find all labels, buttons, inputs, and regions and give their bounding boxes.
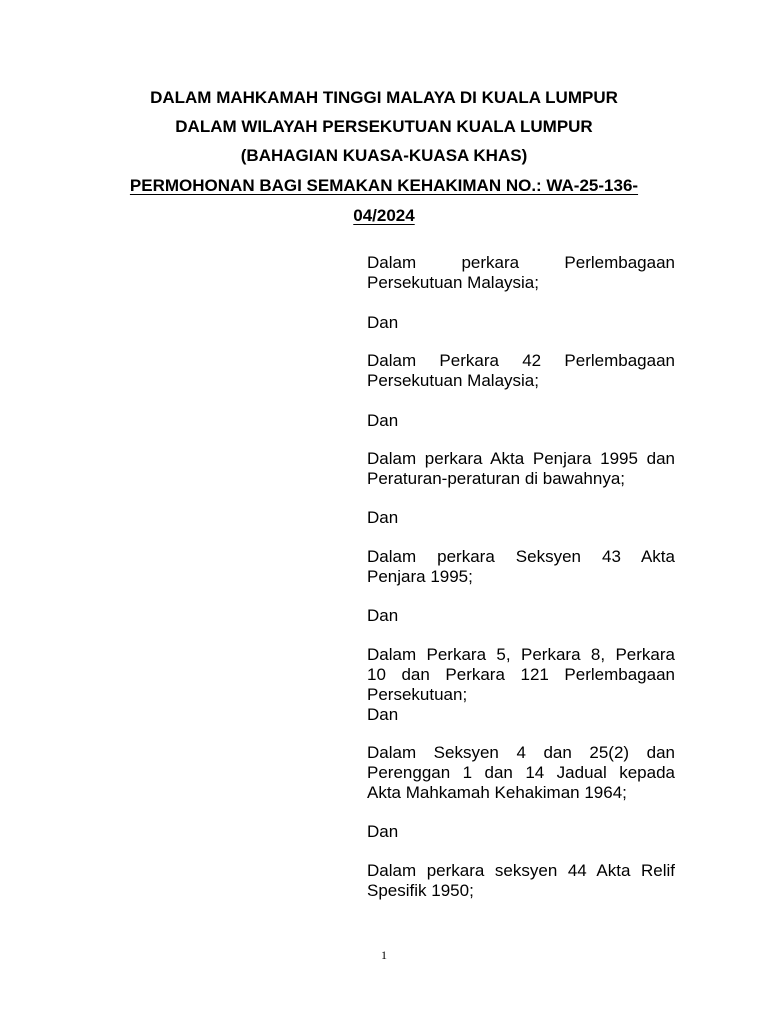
- conjunction-dan: [367, 822, 675, 842]
- conjunction-dan: [367, 606, 675, 626]
- matter-line: 10 dan Perkara 121 Perlembagaan: [367, 665, 675, 684]
- matter-section-43: [367, 547, 675, 587]
- matter-line: Dalam Seksyen 4 dan 25(2) dan: [367, 743, 675, 762]
- matter-prison-act: [367, 449, 675, 489]
- matter-specific-relief-act: [367, 861, 675, 901]
- conjunction-dan: [367, 508, 675, 528]
- court-title-line-1: DALAM MAHKAMAH TINGGI MALAYA DI KUALA LUMPUR: [150, 88, 618, 107]
- matter-line: Akta Mahkamah Kehakiman 1964;: [367, 783, 627, 802]
- matter-line: Dalam Perkara 42 Perlembagaan: [367, 351, 675, 370]
- matter-line: Dalam perkara Akta Penjara 1995 dan: [367, 449, 675, 468]
- conjunction-text: Dan: [367, 411, 399, 430]
- matter-line: Dalam perkara Perlembagaan: [367, 253, 675, 272]
- matter-line: Persekutuan Malaysia;: [367, 273, 539, 292]
- matter-constitution: [367, 253, 675, 293]
- conjunction-text: Dan: [367, 508, 399, 527]
- matter-courts-of-judicature-act: [367, 743, 675, 803]
- page-number: 1: [381, 948, 387, 962]
- conjunction-dan: [367, 313, 675, 333]
- matter-line: Persekutuan;: [367, 685, 468, 704]
- matter-articles-5-8-10-121: [367, 645, 675, 725]
- conjunction-text: Dan: [367, 705, 399, 724]
- court-title-line-3: (BAHAGIAN KUASA-KUASA KHAS): [240, 146, 528, 165]
- matter-line: Spesifik 1950;: [367, 881, 474, 900]
- conjunction-text: Dan: [367, 822, 399, 841]
- matter-line: Persekutuan Malaysia;: [367, 371, 539, 390]
- application-number-line-1: PERMOHONAN BAGI SEMAKAN KEHAKIMAN NO.: WA-25-136-: [129, 176, 639, 195]
- matter-line: Peraturan-peraturan di bawahnya;: [367, 469, 625, 488]
- conjunction-text: Dan: [367, 606, 399, 625]
- matter-line: Dalam perkara Seksyen 43 Akta: [367, 547, 675, 566]
- application-number-line-2: 04/2024: [353, 206, 415, 225]
- matter-line: Penjara 1995;: [367, 567, 473, 586]
- conjunction-dan: [367, 411, 675, 431]
- matter-line: Dalam perkara seksyen 44 Akta Relif: [367, 861, 675, 880]
- court-title-line-2: DALAM WILAYAH PERSEKUTUAN KUALA LUMPUR: [175, 117, 593, 136]
- conjunction-text: Dan: [367, 313, 399, 332]
- matter-article-42: [367, 351, 675, 391]
- matter-line: Dalam Perkara 5, Perkara 8, Perkara: [367, 645, 675, 664]
- matter-line: Perenggan 1 dan 14 Jadual kepada: [367, 763, 675, 782]
